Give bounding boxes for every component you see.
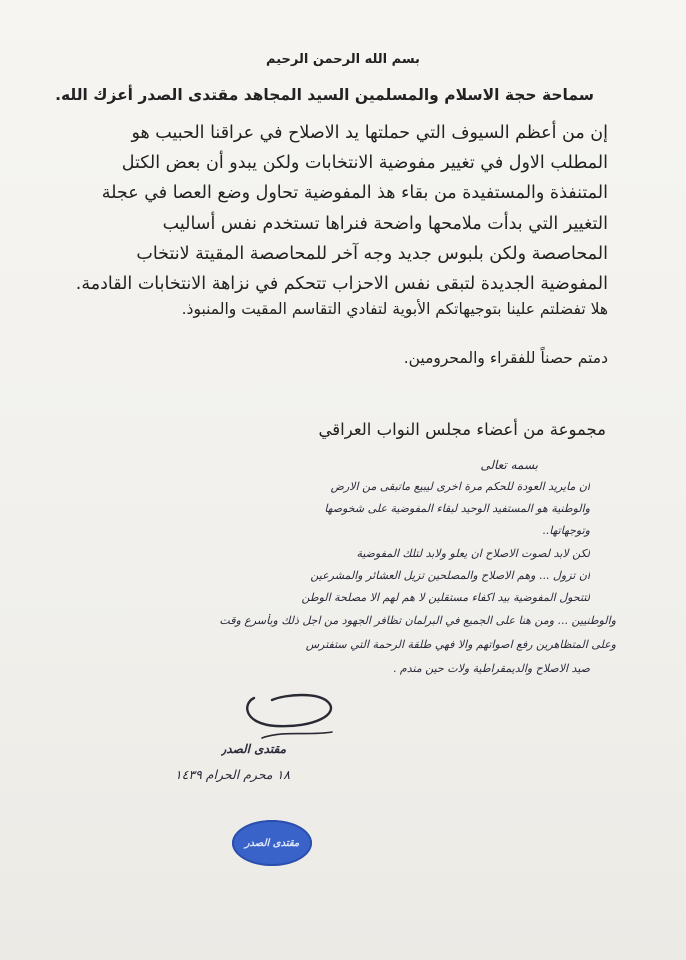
letter-signatory: مجموعة من أعضاء مجلس النواب العراقي bbox=[318, 420, 606, 439]
body-line: المطلب الاول في تغيير مفوضية الانتخابات ولكن يبدو أن بعض الكتل bbox=[121, 153, 608, 174]
reply-line: ان مايريد العودة للحكم مرة اخرى ليبيع ماتبقى من الارض bbox=[330, 480, 590, 493]
letter-salutation: سماحة حجة الاسلام والمسلمين السيد المجاهد مقتدى الصدر أعزك الله. bbox=[55, 86, 594, 104]
body-line: المتنفذة والمستفيدة من بقاء هذ المفوضية تحاول وضع العصا في عجلة bbox=[101, 183, 608, 204]
reply-line: والوطنية هو المستفيد الوحيد لبقاء المفوضية على شخوصها bbox=[324, 502, 590, 515]
reply-line: والوطنيين ... ومن هنا على الجميع في البرلمان تظافر الجهود من اجل ذلك وبأسرع وقت bbox=[219, 614, 616, 627]
letter-closing: دمتم حصناً للفقراء والمحرومين. bbox=[403, 349, 608, 367]
letter-basmala: بسم الله الرحمن الرحيم bbox=[266, 52, 420, 67]
reply-line: وعلى المتظاهرين رفع اصواتهم والا فهي طلقة الرحمة التي ستفترس bbox=[305, 638, 616, 651]
reply-line: لتتحول المفوضية بيد اكفاء مستقلين لا هم لهم الا مصلحة الوطن bbox=[301, 591, 590, 604]
body-line: المفوضية الجديدة لتبقى نفس الاحزاب تتحكم في نزاهة الانتخابات القادمة. bbox=[75, 274, 608, 295]
reply-line: لكن لابد لصوت الاصلاح ان يعلو ولابد لتلك المفوضية bbox=[356, 547, 590, 560]
seal-stamp bbox=[232, 820, 312, 866]
reply-line: صيد الاصلاح والديمقراطية ولات حين مندم . bbox=[392, 662, 590, 675]
reply-basmala: بسمه تعالى bbox=[480, 458, 538, 472]
stamp-text: مقتدى الصدر bbox=[244, 837, 300, 849]
reply-line: وتوجهاتها.. bbox=[542, 524, 590, 537]
reply-signature-name: مقتدى الصدر bbox=[220, 742, 286, 756]
reply-date: ١٨ محرم الحرام ١٤٣٩ bbox=[174, 767, 290, 782]
signature-mark bbox=[232, 680, 352, 746]
letter-body bbox=[63, 118, 608, 299]
body-line: المحاصصة ولكن بلبوس جديد وجه آخر للمحاصصة المقيتة لانتخاب bbox=[136, 243, 608, 264]
body-line: إن من أعظم السيوف التي حملتها يد الاصلاح في عراقنا الحبيب هو bbox=[131, 123, 608, 143]
letter-request: هلا تفضلتم علينا بتوجيهاتكم الأبوية لتفادي التقاسم المقيت والمنبوذ. bbox=[181, 300, 608, 318]
body-line: التغيير التي بدأت ملامحها واضحة فنراها تستخدم نفس أساليب bbox=[162, 213, 608, 234]
reply-line: ان تزول ... وهم الاصلاح والمصلحين تزيل العشائر والمشرعين bbox=[310, 569, 590, 582]
